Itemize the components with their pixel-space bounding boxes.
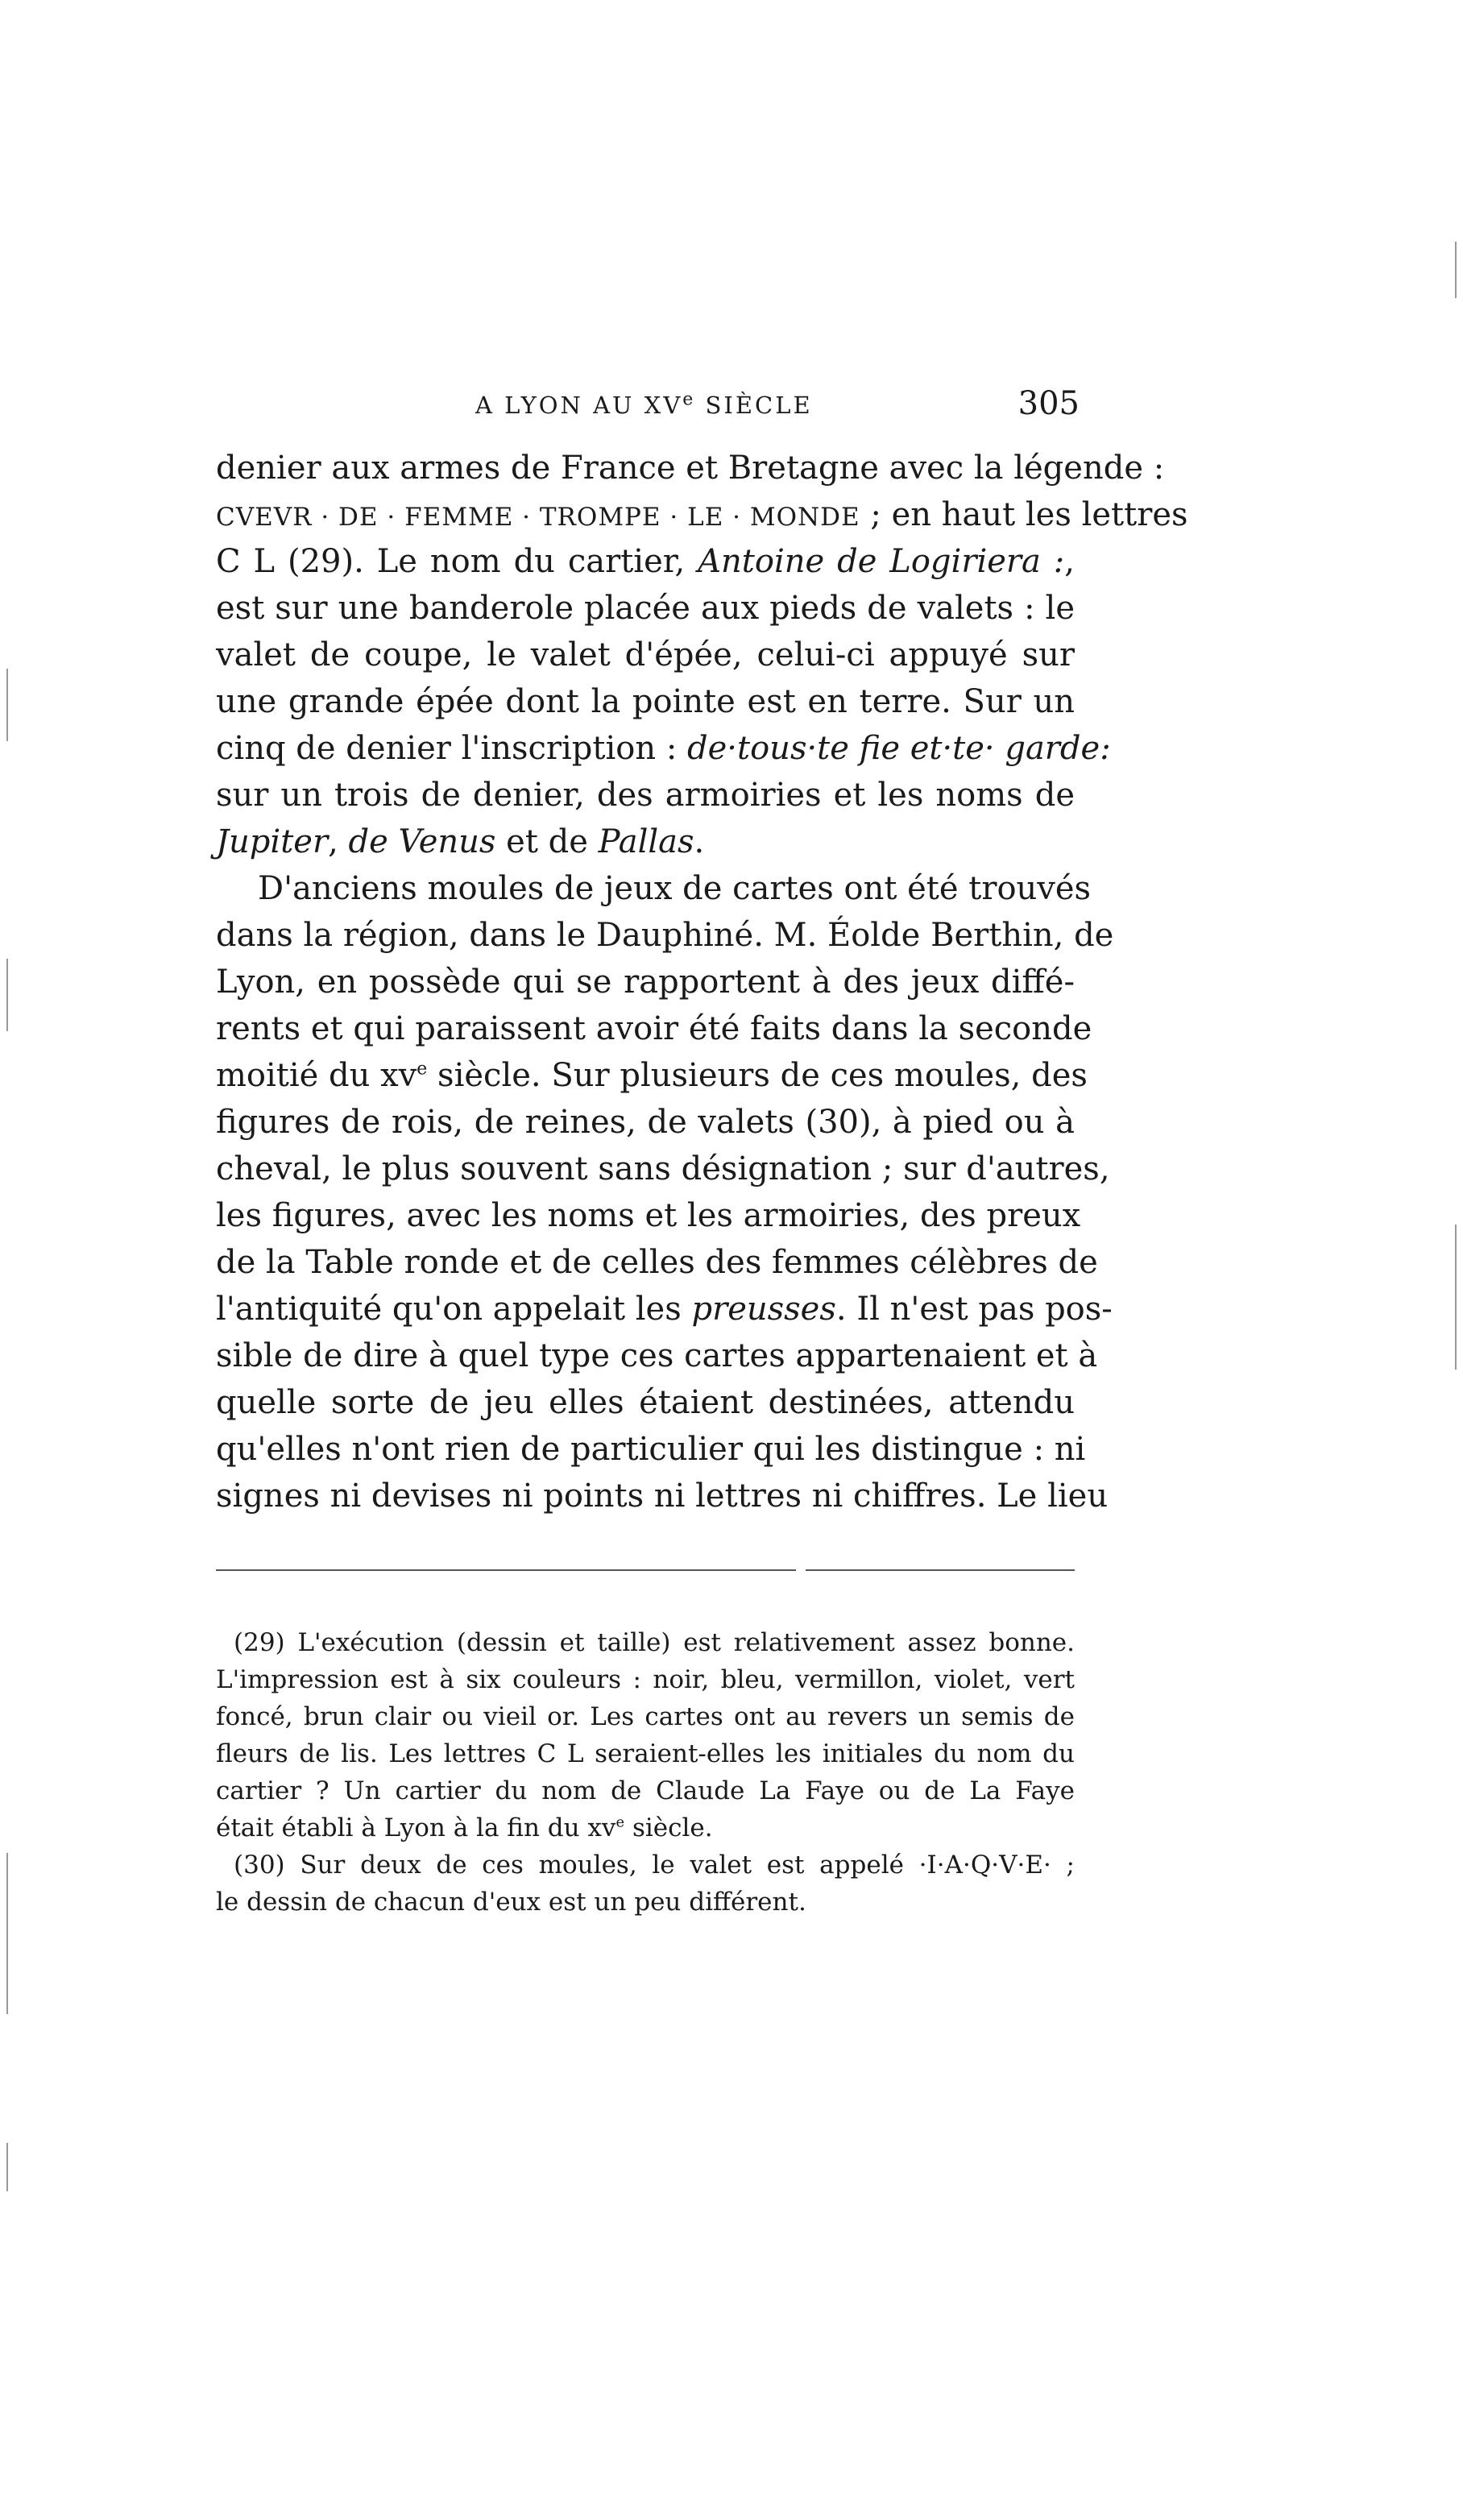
text-line: C L (29). Le nom du cartier, Antoine de Logiriera :, bbox=[216, 543, 1075, 580]
text-line: quelle sorte de jeu elles étaient destinées, attendu bbox=[216, 1384, 1075, 1421]
text-line: cheval, le plus souvent sans désignation ; sur d'autres, bbox=[216, 1150, 1110, 1187]
running-title: A LYON AU XVe SIÈCLE bbox=[475, 389, 813, 419]
text-line: les figures, avec les noms et les armoiries, des preux bbox=[216, 1197, 1081, 1234]
footnote-separator bbox=[806, 1569, 1075, 1571]
footnote-29-line: foncé, brun clair ou vieil or. Les cartes ont au revers un semis de bbox=[216, 1702, 1075, 1731]
text-line: dans la région, dans le Dauphiné. M. Éolde Berthin, de bbox=[216, 917, 1114, 954]
scan-edge-mark bbox=[1455, 242, 1457, 298]
footnote-29-line: cartier ? Un cartier du nom de Claude La Faye ou de La Faye bbox=[216, 1776, 1075, 1805]
text-line: Jupiter, de Venus et de Pallas. bbox=[216, 823, 705, 860]
text-line: Lyon, en possède qui se rapportent à des jeux diffé- bbox=[216, 964, 1075, 1001]
text-line: moitié du $xv^e$ siècle. Sur plusieurs de ces moules, des bbox=[216, 1057, 1088, 1094]
footnote-29-line: (29) L'exécution (dessin et taille) est relativement assez bonne. bbox=[234, 1628, 1075, 1657]
scan-edge-mark bbox=[1455, 1225, 1457, 1370]
footnote-separator bbox=[216, 1569, 796, 1571]
footnote-29-line: était établi à Lyon à la fin du $xv^e$ siècle. bbox=[216, 1813, 713, 1842]
text-line: sur un trois de denier, des armoiries et les noms de bbox=[216, 777, 1075, 814]
scan-edge-mark bbox=[6, 2143, 8, 2191]
text-line: D'anciens moules de jeux de cartes ont été trouvés bbox=[258, 870, 1092, 907]
text-line: rents et qui paraissent avoir été faits dans la seconde bbox=[216, 1010, 1092, 1047]
page-number: 305 bbox=[1017, 385, 1080, 422]
text-line: valet de coupe, le valet d'épée, celui-ci appuyé sur bbox=[216, 636, 1075, 674]
scan-edge-mark bbox=[6, 669, 8, 741]
text-line: l'antiquité qu'on appelait les preusses. Il n'est pas pos- bbox=[216, 1291, 1113, 1328]
text-line: est sur une banderole placée aux pieds de valets : le bbox=[216, 590, 1075, 627]
footnote-30-line: (30) Sur deux de ces moules, le valet est appelé ·I·A·Q·V·E· ; bbox=[234, 1851, 1075, 1880]
text-line: signes ni devises ni points ni lettres ni chiffres. Le lieu bbox=[216, 1478, 1109, 1515]
scan-edge-mark bbox=[6, 1853, 8, 2014]
text-line: sible de dire à quel type ces cartes appartenaient et à bbox=[216, 1337, 1098, 1374]
text-line: cinq de denier l'inscription : de·tous·te fie et·te· garde: bbox=[216, 730, 1111, 767]
footnotes bbox=[216, 1624, 1075, 1921]
main-text bbox=[216, 445, 1188, 1519]
text-line: une grande épée dont la pointe est en terre. Sur un bbox=[216, 683, 1075, 720]
scan-edge-mark bbox=[6, 959, 8, 1031]
footnote-30-line: le dessin de chacun d'eux est un peu différent. bbox=[216, 1888, 806, 1917]
text-line: denier aux armes de France et Bretagne avec la légende : bbox=[216, 450, 1165, 487]
text-line: figures de rois, de reines, de valets (30), à pied ou à bbox=[216, 1104, 1075, 1141]
footnote-29-line: fleurs de lis. Les lettres C L seraient-elles les initiales du nom du bbox=[216, 1739, 1075, 1768]
footnote-29-line: L'impression est à six couleurs : noir, bleu, vermillon, violet, vert bbox=[216, 1665, 1075, 1694]
text-line: qu'elles n'ont rien de particulier qui les distingue : ni bbox=[216, 1431, 1086, 1468]
text-line: CVEVR · DE · FEMME · TROMPE · LE · MONDE ; en haut les lettres bbox=[216, 496, 1188, 533]
page-header bbox=[218, 385, 1080, 433]
text-line: de la Table ronde et de celles des femmes célèbres de bbox=[216, 1244, 1098, 1281]
